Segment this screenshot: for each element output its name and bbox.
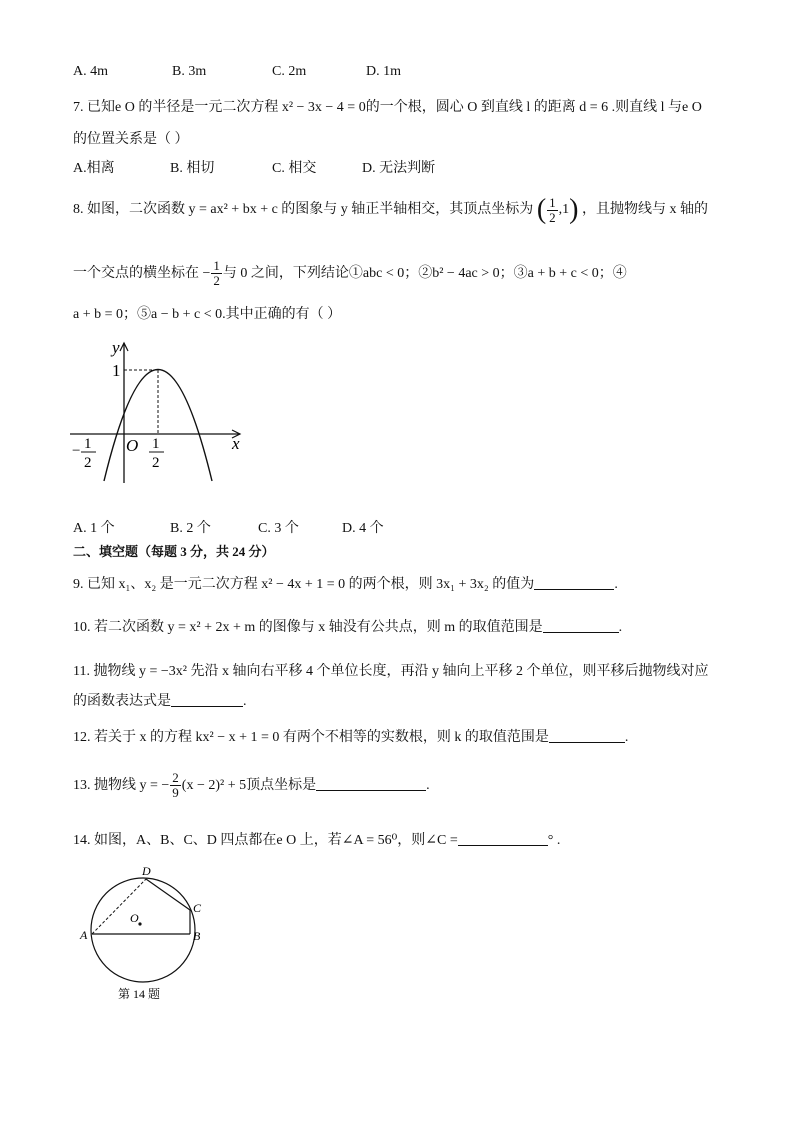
q7-option-b: B. 相切 (170, 161, 215, 176)
q7-option-a: A.相离 (73, 161, 115, 176)
q14-caption: 第 14 题 (118, 987, 161, 1001)
q11-line-1: 11. 抛物线 y = −3x² 先沿 x 轴向右平移 4 个单位长度，再沿 y 轴向上平移 2 个单位，则平移后抛物线对应 (73, 664, 709, 679)
q10-text: 10. 若二次函数 y = x² + 2x + m 的图像与 x 轴没有公共点，则 m 的取值范围是 (73, 620, 543, 635)
q8-line-1-text-a: 8. 如图，二次函数 y = ax² + bx + c 的图象与 y 轴正半轴相交，其顶点坐标为 (73, 202, 534, 218)
q6-option-d: D. 1m (366, 64, 401, 79)
q7-line-2: 的位置关系是（ ） (73, 132, 189, 147)
q14-label-d: D (142, 864, 151, 878)
q8-line-2-text-b: 与 0 之间，下列结论①abc < 0；②b² − 4ac > 0；③a + b + c < 0；④ (222, 266, 627, 281)
q14-text: 14. 如图，A、B、C、D 四点都在e O 上，若∠A = 56⁰，则∠C = (73, 833, 458, 848)
q7-option-d: D. 无法判断 (362, 161, 436, 176)
q8-vertex-y: ,1 (558, 202, 570, 218)
q14-label-a: A (80, 928, 88, 942)
q13-answer-blank[interactable] (316, 776, 426, 791)
q14-line (73, 831, 560, 851)
q8-vertex-paren-left: ( (536, 194, 547, 225)
q14-tail: ° . (547, 833, 561, 848)
q8-tick-top-label: 1 (112, 361, 121, 380)
q8-half-den: 2 (213, 273, 220, 289)
q10-line: 10. 若二次函数 y = x² + 2x + m 的图像与 x 轴没有公共点，则 m 的取值范围是 . (73, 620, 623, 635)
q12-answer-blank[interactable] (549, 728, 625, 743)
q7-line-1: 7. 已知e O 的半径是一元二次方程 x² − 3x − 4 = 0的一个根，圆心 O 到直线 l 的距离 d = 6 .则直线 l 与e O (73, 100, 702, 115)
q14-circle (91, 878, 195, 982)
q12-line: 12. 若关于 x 的方程 kx² − x + 1 = 0 有两个不相等的实数根，则 k 的取值范围是 . (73, 730, 629, 745)
q6-option-b: B. 3m (172, 64, 207, 79)
q8-vertex-num: 1 (549, 194, 556, 210)
q11-line-2: 的函数表达式是 . (73, 694, 247, 709)
q10-answer-blank[interactable] (543, 618, 619, 633)
q13-prefix: 13. 抛物线 y = − (73, 778, 170, 793)
q8-x-label: x (232, 434, 240, 453)
q8-line-3: a + b = 0；⑤a − b + c < 0.其中正确的有（ ） (73, 307, 342, 322)
q8-pos-half-num: 1 (152, 436, 160, 452)
q14-label-o: O (130, 911, 139, 925)
q9-answer-blank[interactable] (534, 575, 614, 590)
q11-answer-blank[interactable] (171, 692, 243, 707)
q8-line-1 (73, 192, 708, 228)
q8-option-a: A. 1 个 (73, 521, 115, 536)
q8-option-c: C. 3 个 (258, 521, 299, 536)
q8-half-fraction (211, 259, 222, 288)
q14-circle-figure (78, 860, 218, 1005)
q8-neg-sign: − (72, 443, 81, 459)
q8-vertex-den: 2 (549, 209, 556, 225)
q14-center-point (138, 922, 141, 925)
q9-line: 9. 已知 x₁、x₂ 是一元二次方程 x² − 4x + 1 = 0 的两个根，则 3x₁ + 3x₂ 的值为 . (73, 577, 618, 592)
q14-label-b: B (193, 929, 201, 943)
q6-option-c: C. 2m (272, 64, 307, 79)
q11-line-2-text: 的函数表达式是 (73, 694, 171, 709)
q13-fraction-num: 2 (172, 770, 179, 786)
q13-fraction-den: 9 (172, 785, 179, 801)
q8-origin-label: O (126, 436, 139, 455)
q8-option-d: D. 4 个 (342, 521, 384, 536)
q14-answer-blank[interactable] (458, 831, 548, 846)
q14-chord-dc (146, 879, 190, 910)
section-2-title: 二、填空题（每题 3 分，共 24 分） (73, 544, 275, 559)
q6-option-a: A. 4m (73, 64, 108, 79)
q8-pos-half-den: 2 (152, 455, 160, 471)
q8-vertex-paren-right: ) (569, 194, 579, 225)
q13-fraction (170, 771, 181, 800)
q8-neg-half-den: 2 (84, 455, 92, 471)
q12-text: 12. 若关于 x 的方程 kx² − x + 1 = 0 有两个不相等的实数根，则 k 的取值范围是 (73, 730, 549, 745)
q8-half-num: 1 (213, 258, 220, 274)
q13-line: 13. 抛物线 y = − $\frac{2}{9}$ (x − 2)² + 5顶点坐标是 . (73, 770, 430, 801)
q8-line-2-text-a: 一个交点的横坐标在 − (73, 266, 211, 281)
q8-line-2 (73, 258, 627, 290)
q8-vertex-fraction (547, 196, 558, 225)
q8-parabola-graph (62, 333, 252, 493)
q13-suffix: (x − 2)² + 5顶点坐标是 (181, 778, 317, 793)
q8-line-1-text-b: ，且抛物线与 x 轴的 (581, 202, 708, 218)
q14-chord-ad (92, 879, 146, 934)
q8-neg-half-num: 1 (84, 436, 92, 452)
q9-text: 9. 已知 x₁、x₂ 是一元二次方程 x² − 4x + 1 = 0 的两个根，则 3x₁ + 3x₂ 的值为 (73, 577, 535, 592)
q7-option-c: C. 相交 (272, 161, 317, 176)
q8-y-label: y (112, 338, 120, 357)
q8-option-b: B. 2 个 (170, 521, 211, 536)
q14-label-c: C (193, 901, 202, 915)
